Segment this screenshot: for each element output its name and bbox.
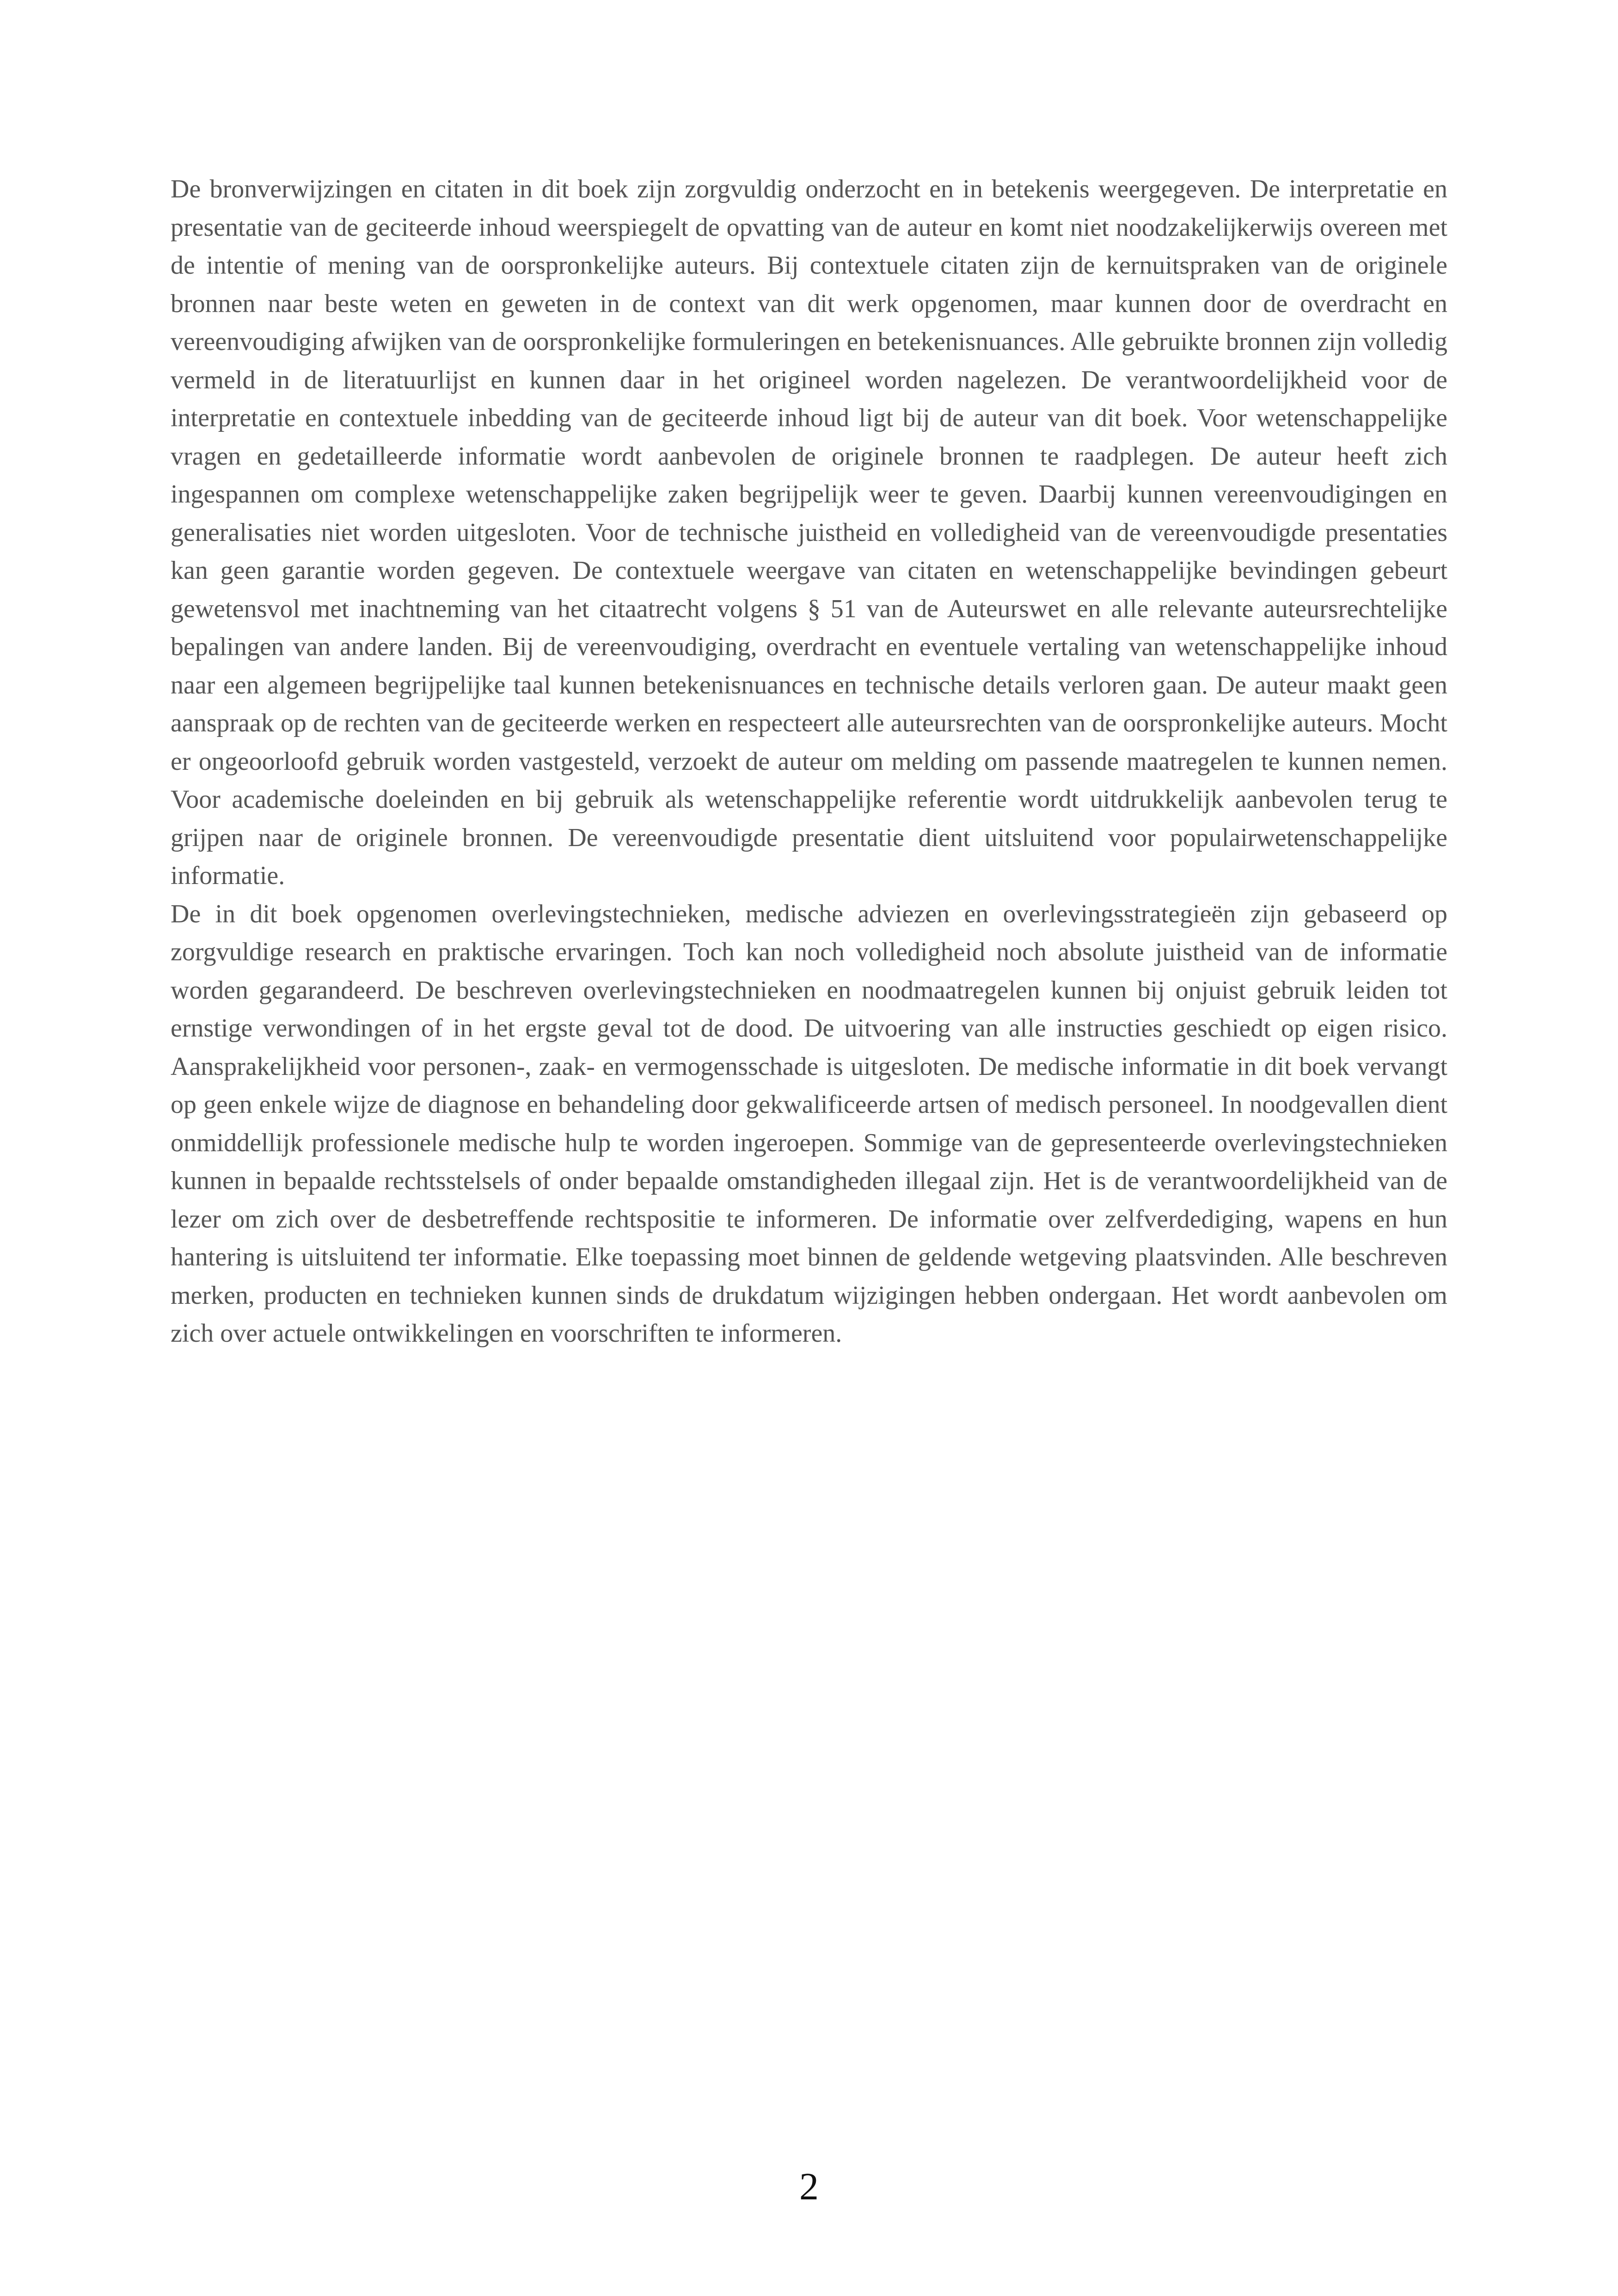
paragraph-survival-disclaimer: De in dit boek opgenomen overlevingstechnieken, medische adviezen en overlevingsstrategieën zijn gebaseerd op zorgvuldige research en praktische ervaringen. Toch kan noch volledigheid noch absolute juistheid van de informatie worden gegarandeerd. De beschreven overlevingstechnieken en noodmaatregelen kunnen bij onjuist gebruik leiden tot ernstige verwondingen of in het ergste geval tot de dood. De uitvoering van alle instructies geschiedt op eigen risico. Aansprakelijkheid voor personen-, zaak- en vermogensschade is uitgesloten. De medische informatie in dit boek vervangt op geen enkele wijze de diagnose en behandeling door gekwalificeerde artsen of medisch personeel. In noodgevallen dient onmiddellijk professionele medische hulp te worden ingeroepen. Sommige van de gepresenteerde overlevingstechnieken kunnen in bepaalde rechtsstelsels of onder bepaalde omstandigheden illegaal zijn. Het is de verantwoordelijkheid van de lezer om zich over de desbetreffende rechtspositie te informeren. De informatie over zelfverdediging, wapens en hun hantering is uitsluitend ter informatie. Elke toepassing moet binnen de geldende wetgeving plaatsvinden. Alle beschreven merken, producten en technieken kunnen sinds de drukdatum wijzigingen hebben ondergaan. Het wordt aanbevolen om zich over actuele ontwikkelingen en voorschriften te informeren. bbox=[171, 899, 1447, 1348]
page-number: 2 bbox=[799, 2165, 819, 2208]
body-text bbox=[171, 170, 1447, 1353]
paragraph-citations-disclaimer: De bronverwijzingen en citaten in dit boek zijn zorgvuldig onderzocht en in betekenis weergegeven. De interpretatie en presentatie van de geciteerde inhoud weerspiegelt de opvatting van de auteur en komt niet noodzakelijkerwijs overeen met de intentie of mening van de oorspronkelijke auteurs. Bij contextuele citaten zijn de kernuitspraken van de originele bronnen naar beste weten en geweten in de context van dit werk opgenomen, maar kunnen door de overdracht en vereenvoudiging afwijken van de oorspronkelijke formuleringen en betekenisnuances. Alle gebruikte bronnen zijn volledig vermeld in de literatuurlijst en kunnen daar in het origineel worden nagelezen. De verantwoordelijkheid voor de interpretatie en contextuele inbedding van de geciteerde inhoud ligt bij de auteur van dit boek. Voor wetenschappelijke vragen en gedetailleerde informatie wordt aanbevolen de originele bronnen te raadplegen. De auteur heeft zich ingespannen om complexe wetenschappelijke zaken begrijpelijk weer te geven. Daarbij kunnen vereenvoudigingen en generalisaties niet worden uitgesloten. Voor de technische juistheid en volledigheid van de vereenvoudigde presentaties kan geen garantie worden gegeven. De contextuele weergave van citaten en wetenschappelijke bevindingen gebeurt gewetensvol met inachtneming van het citaatrecht volgens § 51 van de Auteurswet en alle relevante auteursrechtelijke bepalingen van andere landen. Bij de vereenvoudiging, overdracht en eventuele vertaling van wetenschappelijke inhoud naar een algemeen begrijpelijke taal kunnen betekenisnuances en technische details verloren gaan. De auteur maakt geen aanspraak op de rechten van de geciteerde werken en respecteert alle auteursrechten van de oorspronkelijke auteurs. Mocht er ongeoorloofd gebruik worden vastgesteld, verzoekt de auteur om melding om passende maatregelen te kunnen nemen. Voor academische doeleinden en bij gebruik als wetenschappelijke referentie wordt uitdrukkelijk aanbevolen terug te grijpen naar de originele bronnen. De vereenvoudigde presentatie dient uitsluitend voor populairwetenschappelijke informatie. bbox=[171, 175, 1447, 890]
